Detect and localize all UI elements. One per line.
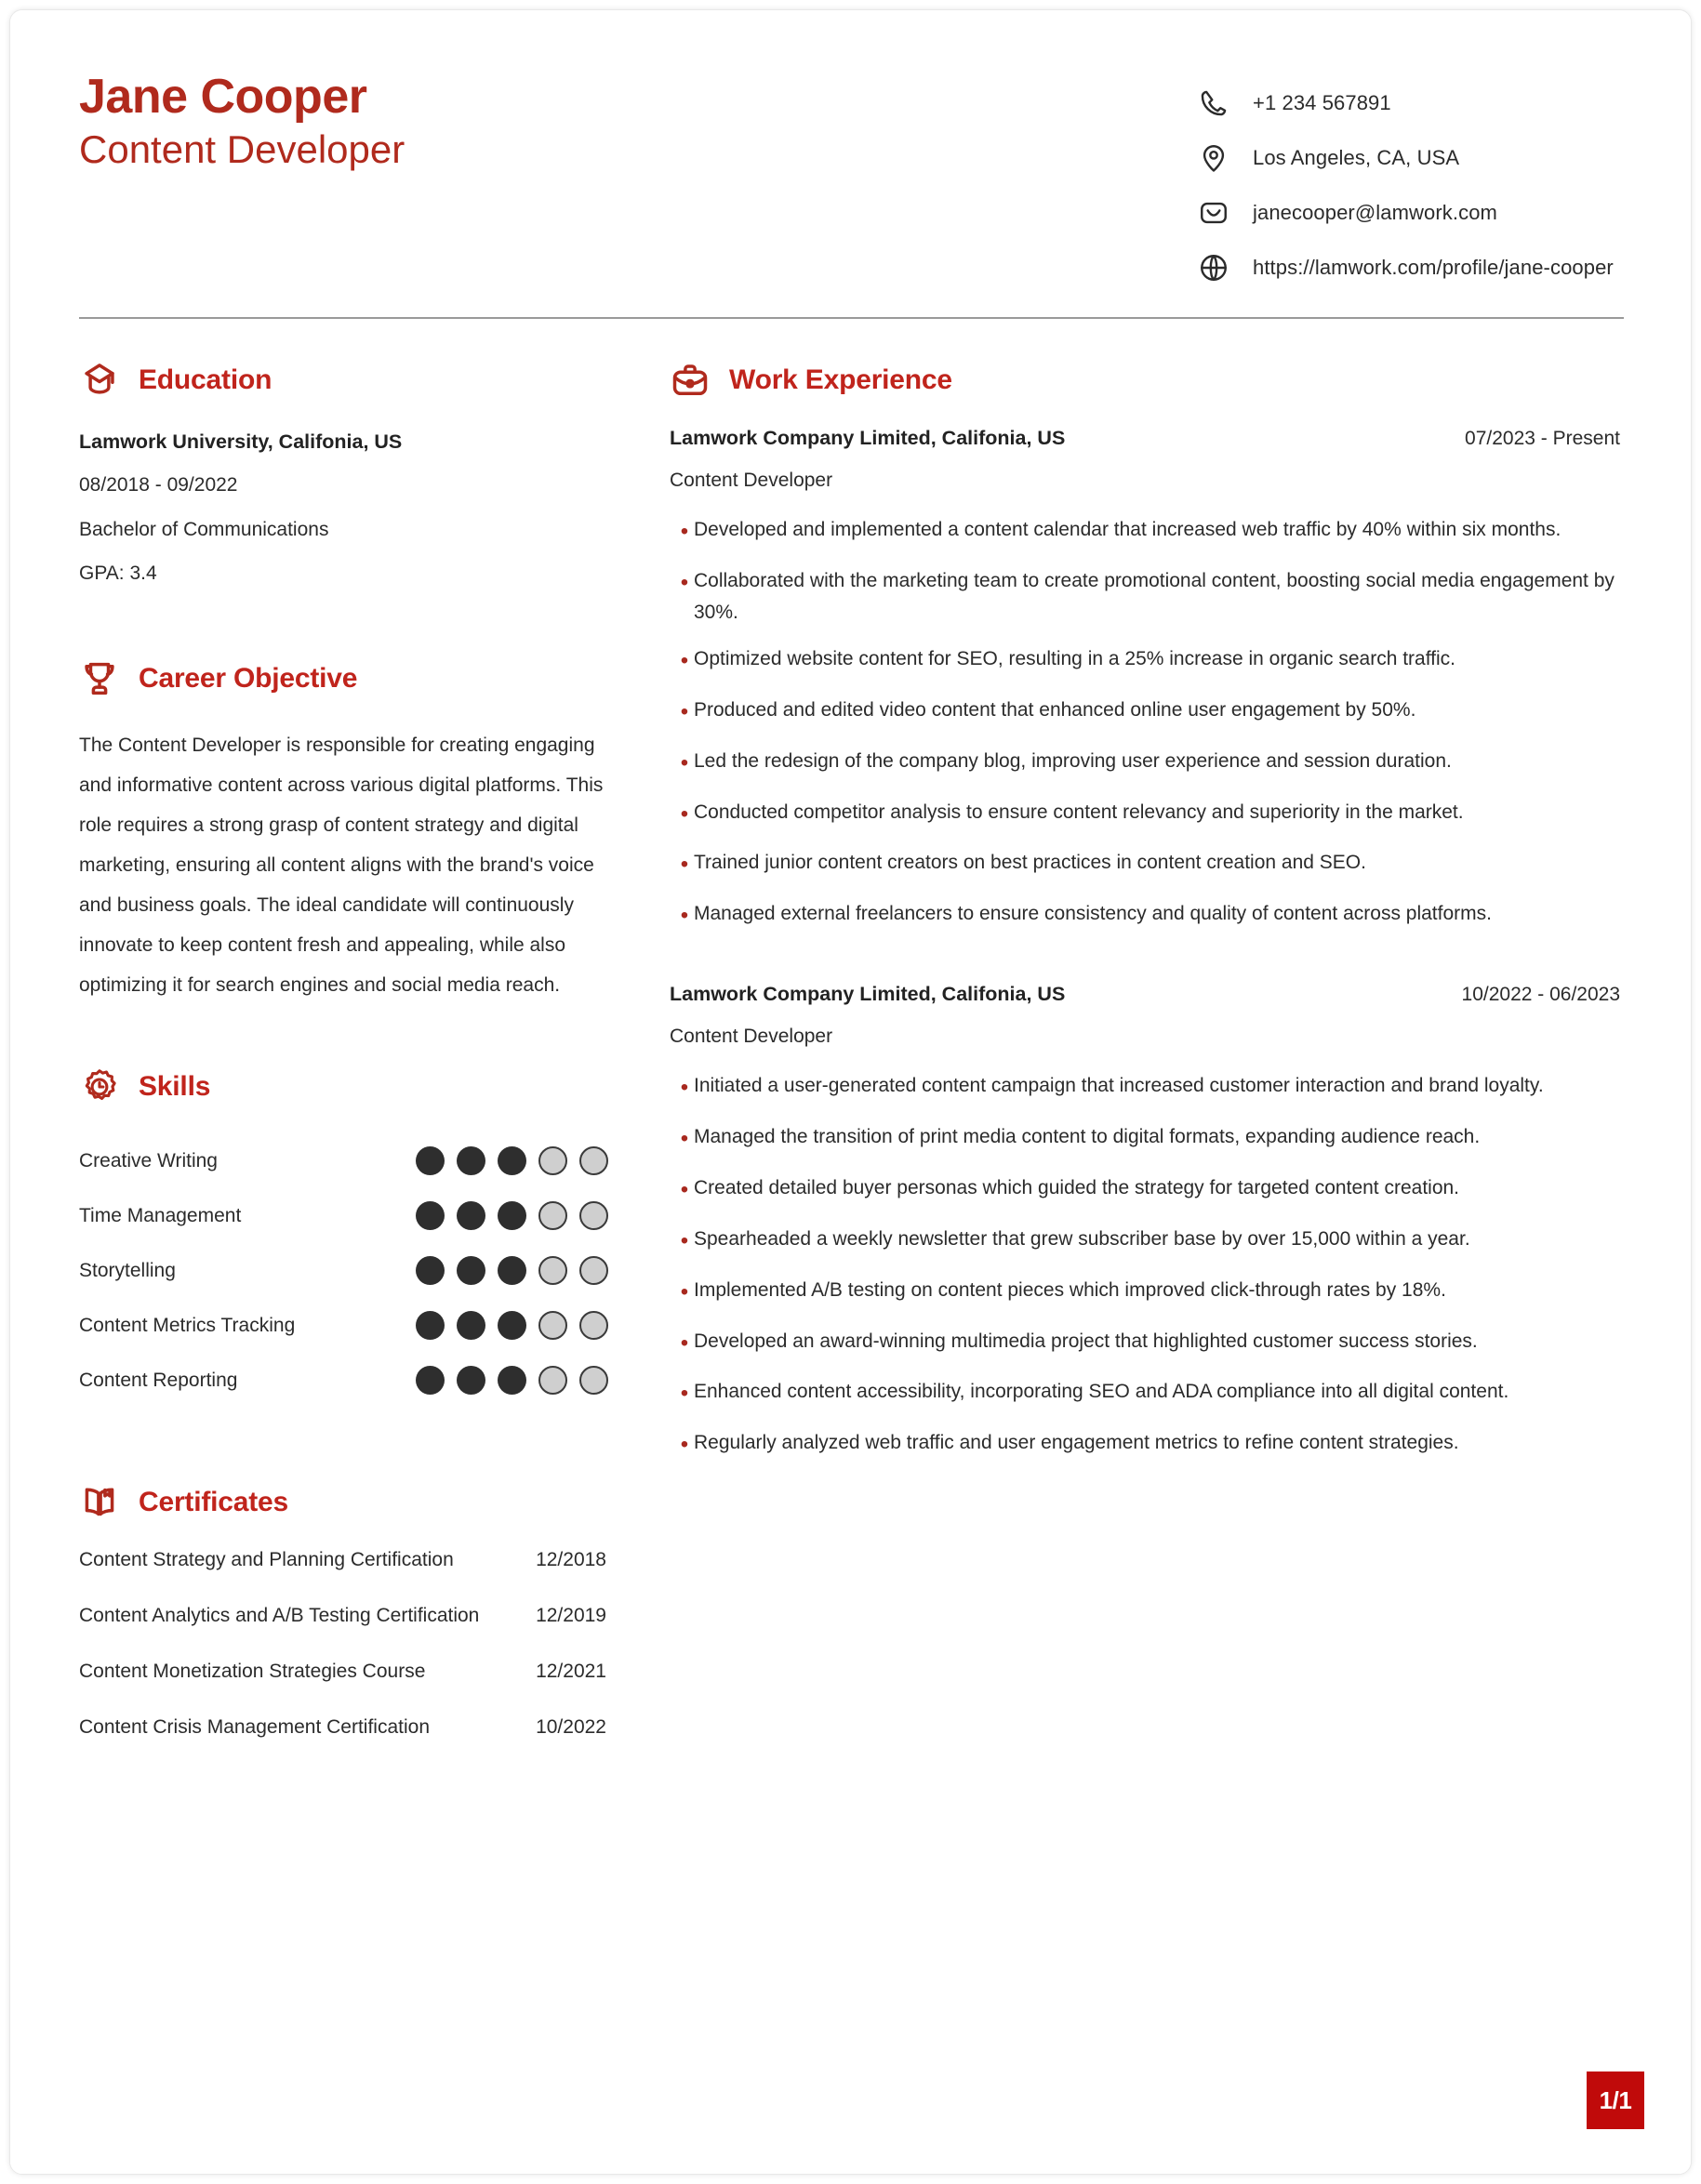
certificates-section-title: Certificates [139,1487,289,1518]
section-work-experience [670,360,1624,1463]
skill-row [79,1243,618,1298]
work-section-title: Work Experience [729,364,952,395]
work-bullet-item [670,514,1624,550]
work-bullet-text: Managed the transition of print media content to digital formats, expanding audience reach. [694,1126,1481,1148]
work-entry-head [670,427,1624,450]
rating-dot-empty [579,1366,608,1395]
rating-dot-filled [416,1256,445,1285]
open-book-icon [79,1482,120,1523]
education-school: Lamwork University, Califonia, US [79,430,403,453]
work-bullet-item [670,1275,1624,1311]
gear-clock-icon [79,1066,120,1107]
work-bullet-item [670,746,1624,782]
bullet-dot-icon: • [680,647,689,673]
contact-email-value: janecooper@lamwork.com [1253,200,1497,224]
rating-dot-filled [416,1311,445,1340]
work-bullet-item [670,1172,1624,1209]
rating-dot-filled [457,1201,485,1230]
certificate-date: 12/2019 [536,1605,606,1627]
resume-body [68,360,1635,1772]
rating-dot-empty [538,1366,567,1395]
rating-dot-filled [498,1366,526,1395]
objective-section-head [79,658,618,699]
resume-header [68,59,1635,295]
phone-icon [1198,87,1229,119]
skill-row [79,1298,618,1353]
skill-row [79,1353,618,1408]
candidate-name: Jane Cooper [79,70,367,124]
skill-row [79,1188,618,1243]
work-bullet-text: Trained junior content creators on best practices in content creation and SEO. [694,852,1366,874]
rating-dot-filled [498,1201,526,1230]
work-bullet-text: Developed an award-winning multimedia project that highlighted customer success stories. [694,1330,1478,1352]
contact-item-location[interactable] [1198,130,1635,185]
contact-list [1198,68,1635,295]
work-bullet-text: Optimized website content for SEO, resulting in a 25% increase in organic search traffic. [694,647,1456,669]
work-bullet-item [670,797,1624,833]
candidate-job-title: Content Developer [79,127,405,172]
rating-dot-empty [538,1146,567,1175]
skills-list [79,1133,618,1408]
rating-dot-empty [579,1256,608,1285]
rating-dot-filled [457,1256,485,1285]
work-entry-dates: 07/2023 - Present [1465,428,1620,449]
section-certificates [79,1482,618,1772]
work-entry-organization: Lamwork Company Limited, Califonia, US [670,983,1066,1006]
page-number-badge: 1/1 [1587,2071,1644,2129]
rating-dot-empty [579,1201,608,1230]
work-bullet-item [670,898,1624,934]
certificate-date: 12/2018 [536,1549,606,1571]
contact-website-value: https://lamwork.com/profile/jane-cooper [1253,255,1614,279]
identity-block [79,68,405,173]
bullet-dot-icon: • [680,1278,689,1304]
rating-dot-filled [498,1311,526,1340]
work-bullet-text: Regularly analyzed web traffic and user engagement metrics to refine content strategies. [694,1432,1459,1454]
work-bullet-text: Managed external freelancers to ensure consistency and quality of content across platforms. [694,903,1492,925]
contact-item-phone[interactable] [1198,75,1635,130]
bullet-dot-icon: • [680,1227,689,1253]
section-skills [79,1066,618,1408]
certificate-name: Content Strategy and Planning Certification [79,1549,454,1571]
certificate-row [79,1605,618,1661]
certificate-name: Content Monetization Strategies Course [79,1661,426,1683]
work-experience-list [670,427,1624,1463]
rating-dot-filled [416,1146,445,1175]
spacer-objective-skills [79,1005,618,1066]
skills-section-title: Skills [139,1071,211,1103]
education-section-title: Education [139,364,272,395]
skill-label: Content Reporting [79,1369,238,1391]
work-bullet-item [670,1326,1624,1362]
work-bullet-text: Developed and implemented a content calendar that increased web traffic by 40% within six months. [694,519,1561,540]
resume-page-frame [9,9,1692,2175]
education-dates: 08/2018 - 09/2022 [79,474,238,496]
bullet-dot-icon: • [680,569,689,595]
work-bullet-item [670,1427,1624,1463]
work-bullet-text: Enhanced content accessibility, incorporating SEO and ADA compliance into all digital content. [694,1381,1509,1403]
spacer-education-objective [79,589,618,658]
certificate-date: 12/2021 [536,1661,606,1683]
work-section-head [670,360,1624,401]
work-entry-head [670,983,1624,1006]
skill-rating-dots [416,1366,618,1395]
certificate-date: 10/2022 [536,1716,606,1739]
rating-dot-empty [538,1201,567,1230]
bullet-dot-icon: • [680,801,689,827]
certificate-name: Content Crisis Management Certification [79,1716,430,1739]
certificate-name: Content Analytics and A/B Testing Certification [79,1605,480,1627]
bullet-dot-icon: • [680,1381,689,1407]
certificates-section-head [79,1482,618,1523]
objective-section-title: Career Objective [139,663,358,695]
email-icon [1198,197,1229,229]
bullet-dot-icon: • [680,1330,689,1356]
skill-rating-dots [416,1201,618,1230]
rating-dot-filled [457,1146,485,1175]
briefcase-icon [670,360,711,401]
skill-label: Storytelling [79,1259,176,1281]
rating-dot-filled [498,1146,526,1175]
education-gpa: GPA: 3.4 [79,563,157,585]
bullet-dot-icon: • [680,1126,689,1152]
certificates-list [79,1549,618,1772]
bullet-dot-icon: • [680,519,689,544]
work-entry-organization: Lamwork Company Limited, Califonia, US [670,427,1066,449]
contact-phone-value: +1 234 567891 [1253,90,1391,114]
work-bullet-text: Led the redesign of the company blog, improving user experience and session duration. [694,749,1452,772]
work-entry-role: Content Developer [670,1026,833,1048]
work-entry-bullets [670,514,1624,934]
work-bullet-text: Spearheaded a weekly newsletter that grew subscriber base by over 15,000 within a year. [694,1227,1470,1250]
rating-dot-filled [498,1256,526,1285]
work-experience-entry [670,983,1624,1463]
bullet-dot-icon: • [680,903,689,929]
left-column [79,360,660,1772]
bullet-dot-icon: • [680,1075,689,1101]
rating-dot-filled [416,1201,445,1230]
bullet-dot-icon: • [680,749,689,775]
work-bullet-item [670,1224,1624,1260]
rating-dot-empty [579,1146,608,1175]
website-icon [1198,252,1229,284]
work-experience-entry [670,427,1624,934]
trophy-icon [79,658,120,699]
education-section-head [79,360,618,401]
work-bullet-text: Collaborated with the marketing team to create promotional content, boosting social media engagement by 30%. [694,569,1615,623]
work-bullet-item [670,643,1624,680]
rating-dot-empty [579,1311,608,1340]
work-bullet-item [670,565,1624,629]
work-bullet-item [670,1376,1624,1412]
work-bullet-item [670,695,1624,731]
work-bullet-item [670,1121,1624,1158]
education-degree: Bachelor of Communications [79,518,329,540]
skill-label: Content Metrics Tracking [79,1314,296,1336]
skill-rating-dots [416,1146,618,1175]
work-entry-spacer [670,949,1624,983]
education-entry [79,427,618,589]
right-column [660,360,1624,1772]
resume-sheet [10,10,1692,2175]
rating-dot-filled [457,1311,485,1340]
bullet-dot-icon: • [680,852,689,878]
location-icon [1198,142,1229,174]
work-bullet-text: Created detailed buyer personas which guided the strategy for targeted content creation. [694,1176,1460,1198]
work-entry-role: Content Developer [670,470,833,491]
certificate-row [79,1549,618,1605]
work-bullet-item [670,1070,1624,1106]
rating-dot-filled [416,1366,445,1395]
spacer-skills-certificates [79,1408,618,1482]
bullet-dot-icon: • [680,1432,689,1458]
work-entry-dates: 10/2022 - 06/2023 [1461,984,1620,1006]
skill-label: Creative Writing [79,1149,218,1171]
work-bullet-text: Conducted competitor analysis to ensure content relevancy and superiority in the market. [694,801,1464,823]
skill-rating-dots [416,1256,618,1285]
header-divider [79,317,1624,319]
rating-dot-filled [457,1366,485,1395]
work-bullet-text: Produced and edited video content that enhanced online user engagement by 50%. [694,698,1416,721]
work-bullet-text: Implemented A/B testing on content pieces which improved click-through rates by 18%. [694,1278,1446,1301]
graduation-cap-icon [79,360,120,401]
contact-item-email[interactable] [1198,185,1635,240]
rating-dot-empty [538,1311,567,1340]
bullet-dot-icon: • [680,698,689,724]
skill-row [79,1133,618,1188]
objective-paragraph: The Content Developer is responsible for creating engaging and informative content across various digital platforms. This role requires a strong grasp of content strategy and digital marketing, ensuring all content aligns with the brand's voice and business goals. The ideal candidate will continuously innovate to keep content fresh and appealing, while also optimizing it for search engines and social media reach. [79,735,604,997]
skill-rating-dots [416,1311,618,1340]
section-education [79,360,618,589]
rating-dot-empty [538,1256,567,1285]
work-bullet-text: Initiated a user-generated content campaign that increased customer interaction and brand loyalty. [694,1075,1544,1097]
skills-section-head [79,1066,618,1107]
bullet-dot-icon: • [680,1176,689,1202]
section-career-objective [79,658,618,1005]
skill-label: Time Management [79,1204,242,1226]
work-entry-bullets [670,1070,1624,1463]
contact-location-value: Los Angeles, CA, USA [1253,145,1460,169]
certificate-row [79,1716,618,1772]
work-bullet-item [670,847,1624,883]
contact-item-website[interactable] [1198,240,1635,295]
certificate-row [79,1661,618,1716]
